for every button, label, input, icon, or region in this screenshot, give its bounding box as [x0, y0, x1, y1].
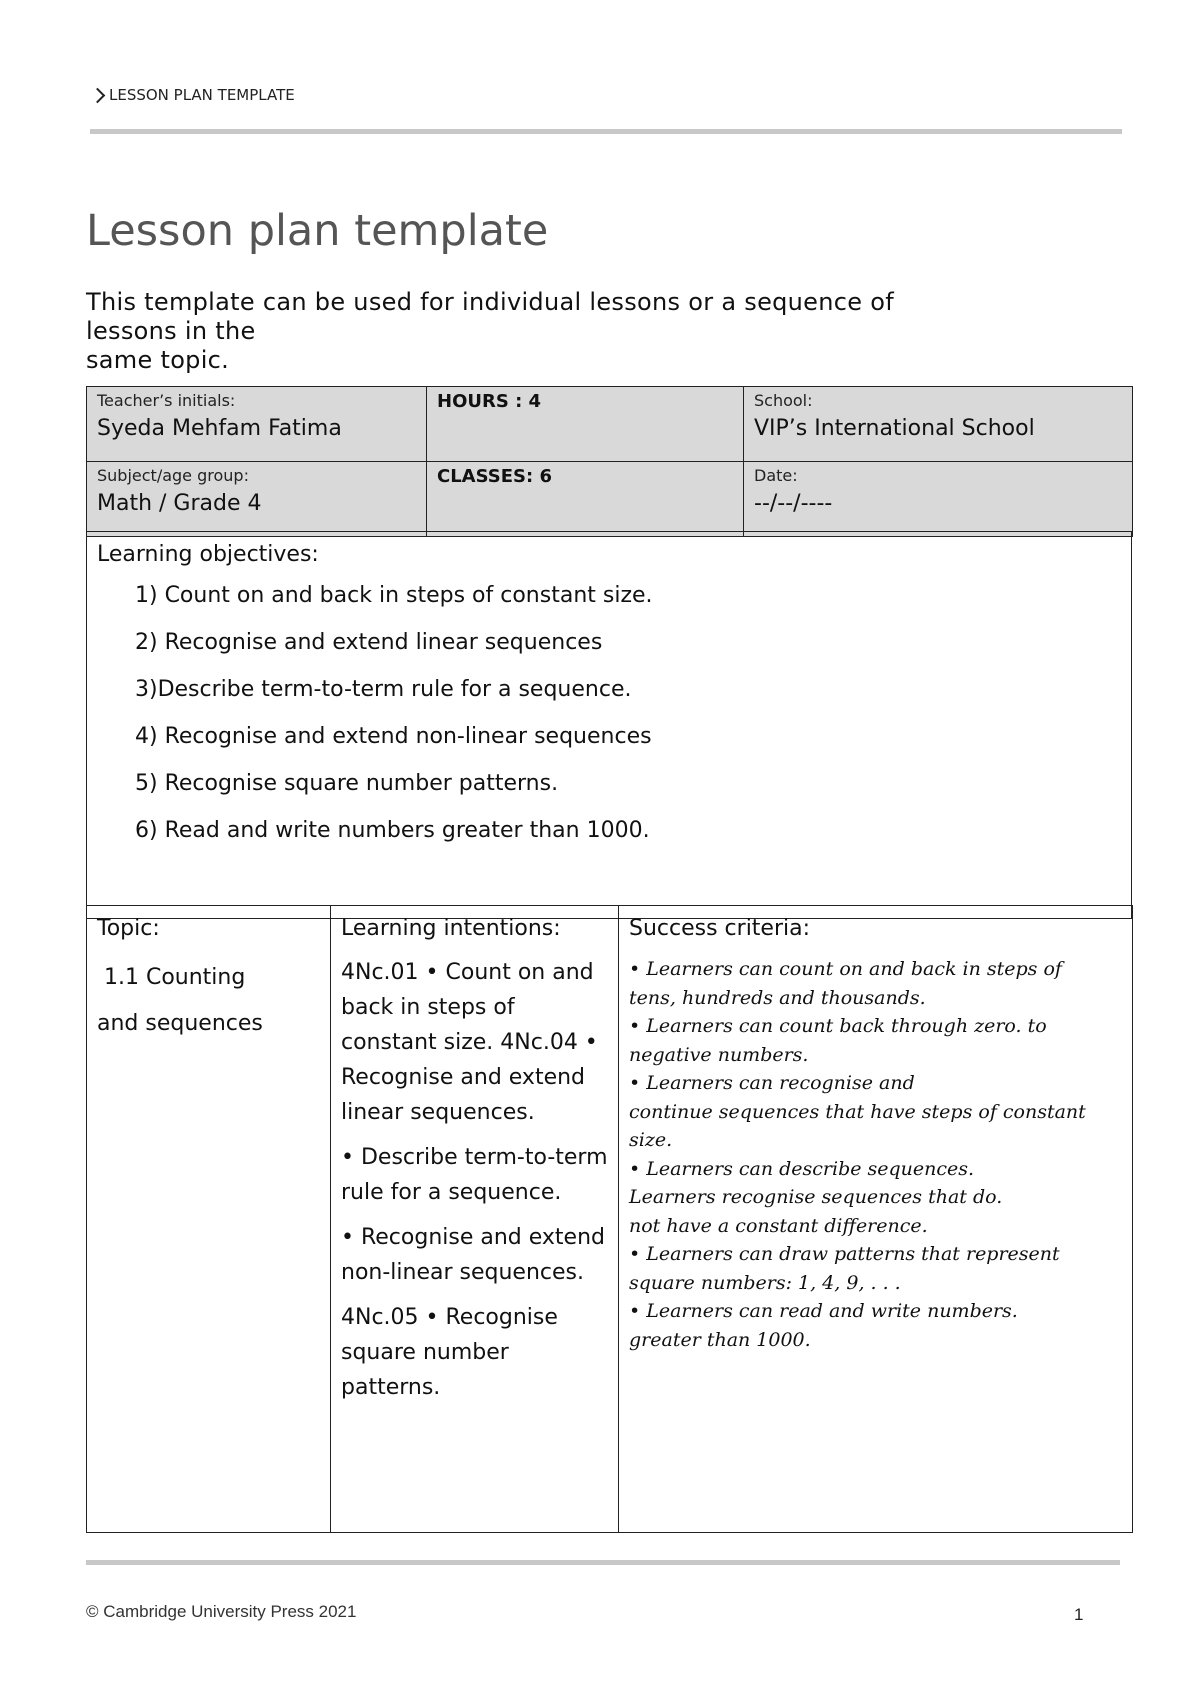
hours-label: HOURS : 4: [437, 391, 542, 412]
list-item: 2) Recognise and extend linear sequences: [135, 630, 603, 655]
chevron-right-icon: [90, 87, 106, 103]
list-item: 1) Count on and back in steps of constant size.: [135, 583, 653, 608]
page-subtitle: [86, 288, 1046, 375]
topic-line: 1.1 Counting: [97, 965, 246, 990]
objectives-heading: Learning objectives:: [97, 542, 319, 567]
criteria-line: • Learners can recognise and: [629, 1072, 915, 1094]
learning-objectives-table: [86, 531, 1132, 919]
date-label: Date:: [754, 466, 798, 485]
subject-value: Math / Grade 4: [97, 491, 262, 516]
copyright-text: © Cambridge University Press 2021: [86, 1602, 357, 1621]
intentions-cell: [331, 906, 619, 1533]
list-item: 6) Read and write numbers greater than 1000.: [135, 818, 650, 843]
topic-cell: [87, 906, 331, 1533]
criteria-line: size.: [629, 1129, 673, 1151]
page-number: 1: [1074, 1605, 1084, 1624]
intention-block: • Recognise and extend non-linear sequences.: [341, 1225, 605, 1285]
running-header: [92, 86, 295, 104]
criteria-line: • Learners can draw patterns that represent: [629, 1243, 1060, 1265]
teacher-cell: [87, 387, 427, 462]
intention-block: • Describe term-to-term rule for a sequence.: [341, 1145, 608, 1205]
intentions-heading: Learning intentions:: [341, 916, 561, 941]
criteria-line: • Learners can count back through zero. to: [629, 1015, 1047, 1037]
criteria-line: • Learners can describe sequences.: [629, 1157, 975, 1180]
classes-label: CLASSES: 6: [437, 466, 552, 487]
criteria-line: tens, hundreds and thousands.: [629, 986, 926, 1009]
classes-cell: [427, 462, 744, 537]
intention-block: 4Nc.01 • Count on and back in steps of constant size. 4Nc.04 • Recognise and extend linear sequences.: [341, 960, 598, 1125]
subtitle-line: same topic.: [86, 346, 230, 374]
school-label: School:: [754, 391, 813, 410]
lesson-info-table: [86, 386, 1133, 537]
date-cell: [744, 462, 1133, 537]
date-value: --/--/----: [754, 491, 833, 516]
objectives-cell: [87, 532, 1132, 919]
page-title: Lesson plan template: [86, 206, 549, 256]
school-cell: [744, 387, 1133, 462]
school-value: VIP’s International School: [754, 416, 1035, 441]
criteria-heading: Success criteria:: [629, 916, 811, 941]
teacher-value: Syeda Mehfam Fatima: [97, 416, 342, 441]
criteria-line: • Learners can count on and back in steps of: [629, 958, 1062, 980]
criteria-line: Learners recognise sequences that do.: [629, 1186, 1003, 1208]
topic-line: and sequences: [97, 1011, 263, 1036]
criteria-line: square numbers: 1, 4, 9, . . .: [629, 1271, 901, 1294]
criteria-cell: [619, 906, 1133, 1533]
running-header-label: LESSON PLAN TEMPLATE: [109, 86, 295, 104]
topic-table: [86, 905, 1133, 1533]
subject-label: Subject/age group:: [97, 466, 249, 485]
criteria-line: continue sequences that have steps of constant: [629, 1100, 1086, 1123]
hours-cell: [427, 387, 744, 462]
subtitle-line: lessons in the: [86, 317, 256, 345]
list-item: 4) Recognise and extend non-linear sequences: [135, 724, 652, 749]
table-row: [87, 532, 1132, 919]
subtitle-line: This template can be used for individual lessons or a sequence of: [86, 288, 894, 316]
criteria-line: negative numbers.: [629, 1043, 809, 1066]
intention-block: 4Nc.05 • Recognise square number patterns.: [341, 1305, 558, 1400]
list-item: 5) Recognise square number patterns.: [135, 771, 559, 796]
criteria-line: • Learners can read and write numbers.: [629, 1300, 1018, 1322]
teacher-label: Teacher’s initials:: [97, 391, 236, 410]
table-row: [87, 906, 1133, 1533]
criteria-line: not have a constant difference.: [629, 1214, 928, 1237]
footer-divider: [86, 1560, 1120, 1565]
list-item: 3)Describe term-to-term rule for a sequence.: [135, 677, 632, 702]
header-divider: [90, 129, 1122, 134]
table-row: [87, 462, 1133, 537]
criteria-line: greater than 1000.: [629, 1328, 811, 1351]
subject-cell: [87, 462, 427, 537]
objectives-list: [97, 581, 1121, 846]
criteria-list: [629, 955, 1122, 1354]
table-row: [87, 387, 1133, 462]
topic-heading: Topic:: [97, 916, 160, 941]
